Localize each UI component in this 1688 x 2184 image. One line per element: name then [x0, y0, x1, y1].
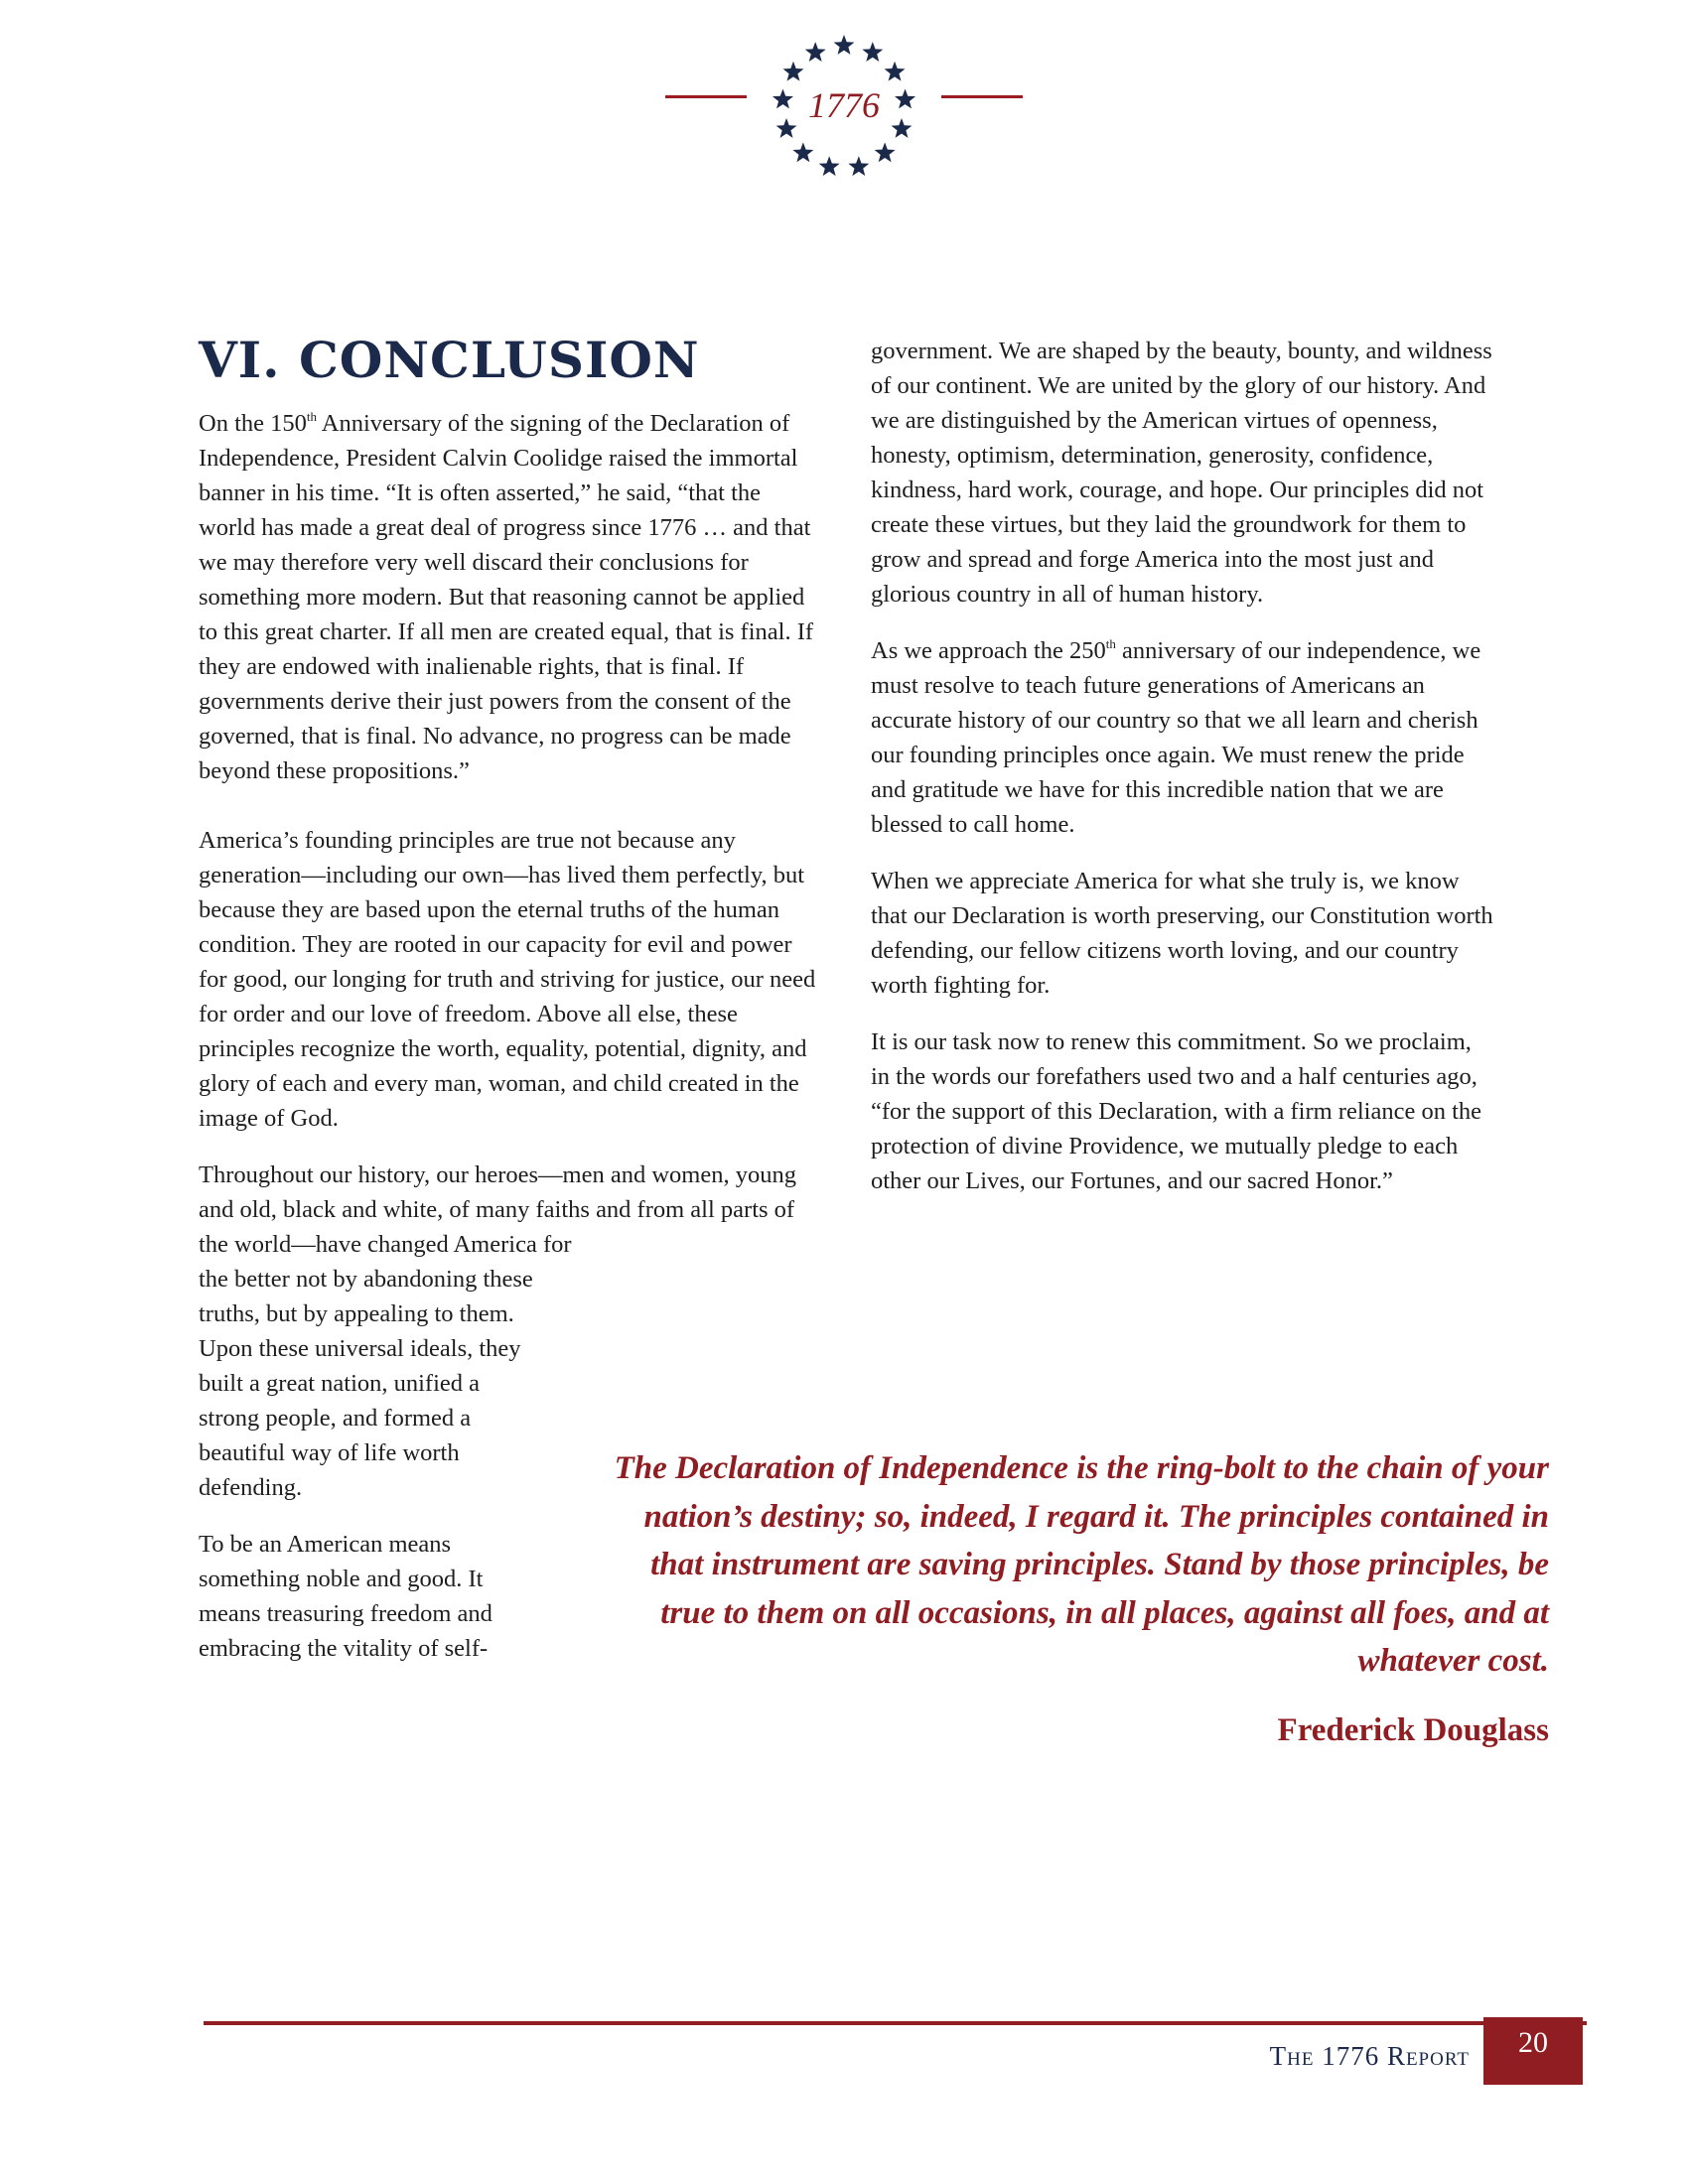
- emblem-star-icon: [805, 42, 826, 62]
- anniversary-text-start: As we approach the 250: [871, 637, 1106, 664]
- anniversary-paragraph: [871, 633, 1496, 842]
- appreciate-paragraph: When we appreciate America for what she truly is, we know that our Declaration is worth preserving, our Constitution worth defending, our fellow citizens worth loving, and our country worth fighting for.: [871, 868, 1493, 999]
- right-column: [871, 334, 1496, 1220]
- emblem-star-icon: [773, 89, 793, 109]
- footer-report-title: The 1776 Report: [1269, 2041, 1470, 2071]
- coolidge-text-rest: Anniversary of the signing of the Declaration of Independence, President Calvin Coolidge raised the immortal banner in his time. “It is often asserted,” he said, “that the world has made a great deal of progress since 1776 … and that we may therefore very well discard their conclusions for something more modern. But that reasoning cannot be applied to this great charter. If all men are created equal, that is final. If they are endowed with inalienable rights, that is final. If governments derive their just powers from the consent of the governed, that is final. No advance, no progress can be made beyond these propositions.”: [199, 410, 814, 784]
- founding-principles-paragraph: America’s founding principles are true not because any generation—including our own—has lived them perfectly, but because they are based upon the eternal truths of the human condition. They are rooted in our capacity for evil and power for good, our longing for truth and striving for justice, our need for order and our love of freedom. Above all else, these principles recognize the worth, equality, potential, dignity, and glory of each and every man, woman, and child created in the image of God.: [199, 827, 816, 1132]
- section-heading: VI. CONCLUSION: [199, 331, 700, 389]
- emblem-star-icon: [885, 62, 906, 81]
- footer-rule: [204, 2021, 1587, 2025]
- pull-quote: The Declaration of Independence is the ring-bolt to the chain of your nation’s destiny; so, indeed, I regard it. The principles contained in that instrument are saving principles. Stand by those principles, be true to them on all occasions, in all places, against all foes, and at whatever cost.: [614, 1450, 1549, 1679]
- american-paragraph: To be an American means something noble and good. It means treasuring freedom and embracing the vitality of self-: [199, 1531, 492, 1662]
- emblem-star-icon: [875, 142, 896, 162]
- emblem-star-icon: [848, 156, 869, 176]
- anniversary-text-rest: anniversary of our independence, we must resolve to teach future generations of Americans an accurate history of our country so that we all learn and cherish our founding principles once again. We must renew the pride and gratitude we have for this incredible nation that we are blessed to call home.: [871, 637, 1481, 838]
- coolidge-paragraph: [199, 406, 819, 788]
- page-number: 20: [1483, 2017, 1583, 2085]
- emblem-star-icon: [819, 156, 840, 176]
- heroes-text-narrow: the better not by abandoning these truths, but by appealing to them. Upon these universal ideals, they built a great nation, unified a strong people, and formed a beautiful way of life worth defending.: [199, 1266, 533, 1501]
- heroes-text-wide: Throughout our history, our heroes—men and women, young and old, black and white, of many faiths and from all parts of the world—have changed America for: [199, 1161, 796, 1258]
- self-government-paragraph: government. We are shaped by the beauty, bounty, and wildness of our continent. We are united by the glory of our history. And we are distinguished by the American virtues of openness, honesty, optimism, determination, generosity, confidence, kindness, hard work, courage, and hope. Our principles did not create these virtues, but they laid the groundwork for them to grow and spread and forge America into the most just and glorious country in all of human history.: [871, 338, 1492, 608]
- emblem-year: 1776: [808, 85, 880, 125]
- header-emblem: [665, 30, 1023, 189]
- coolidge-text-start: On the 150: [199, 410, 307, 437]
- ordinal-suffix: th: [306, 409, 317, 424]
- emblem-star-icon: [792, 142, 813, 162]
- emblem-star-icon: [776, 118, 797, 138]
- emblem-left-rule: [665, 95, 747, 98]
- emblem-star-icon: [892, 118, 913, 138]
- emblem-star-icon: [834, 35, 855, 55]
- emblem-star-icon: [895, 89, 915, 109]
- emblem-star-icon: [862, 42, 883, 62]
- commitment-paragraph: It is our task now to renew this commitment. So we proclaim, in the words our forefathers used two and a half centuries ago, “for the support of this Declaration, with a firm reliance on the protection of divine Providence, we mutually pledge to each other our Lives, our Fortunes, and our sacred Honor.”: [871, 1028, 1482, 1194]
- emblem-right-rule: [941, 95, 1023, 98]
- star-ring-emblem-icon: [760, 30, 928, 189]
- ordinal-suffix: th: [1105, 636, 1116, 651]
- quote-attribution: Frederick Douglass: [1277, 1712, 1549, 1748]
- emblem-star-icon: [783, 62, 804, 81]
